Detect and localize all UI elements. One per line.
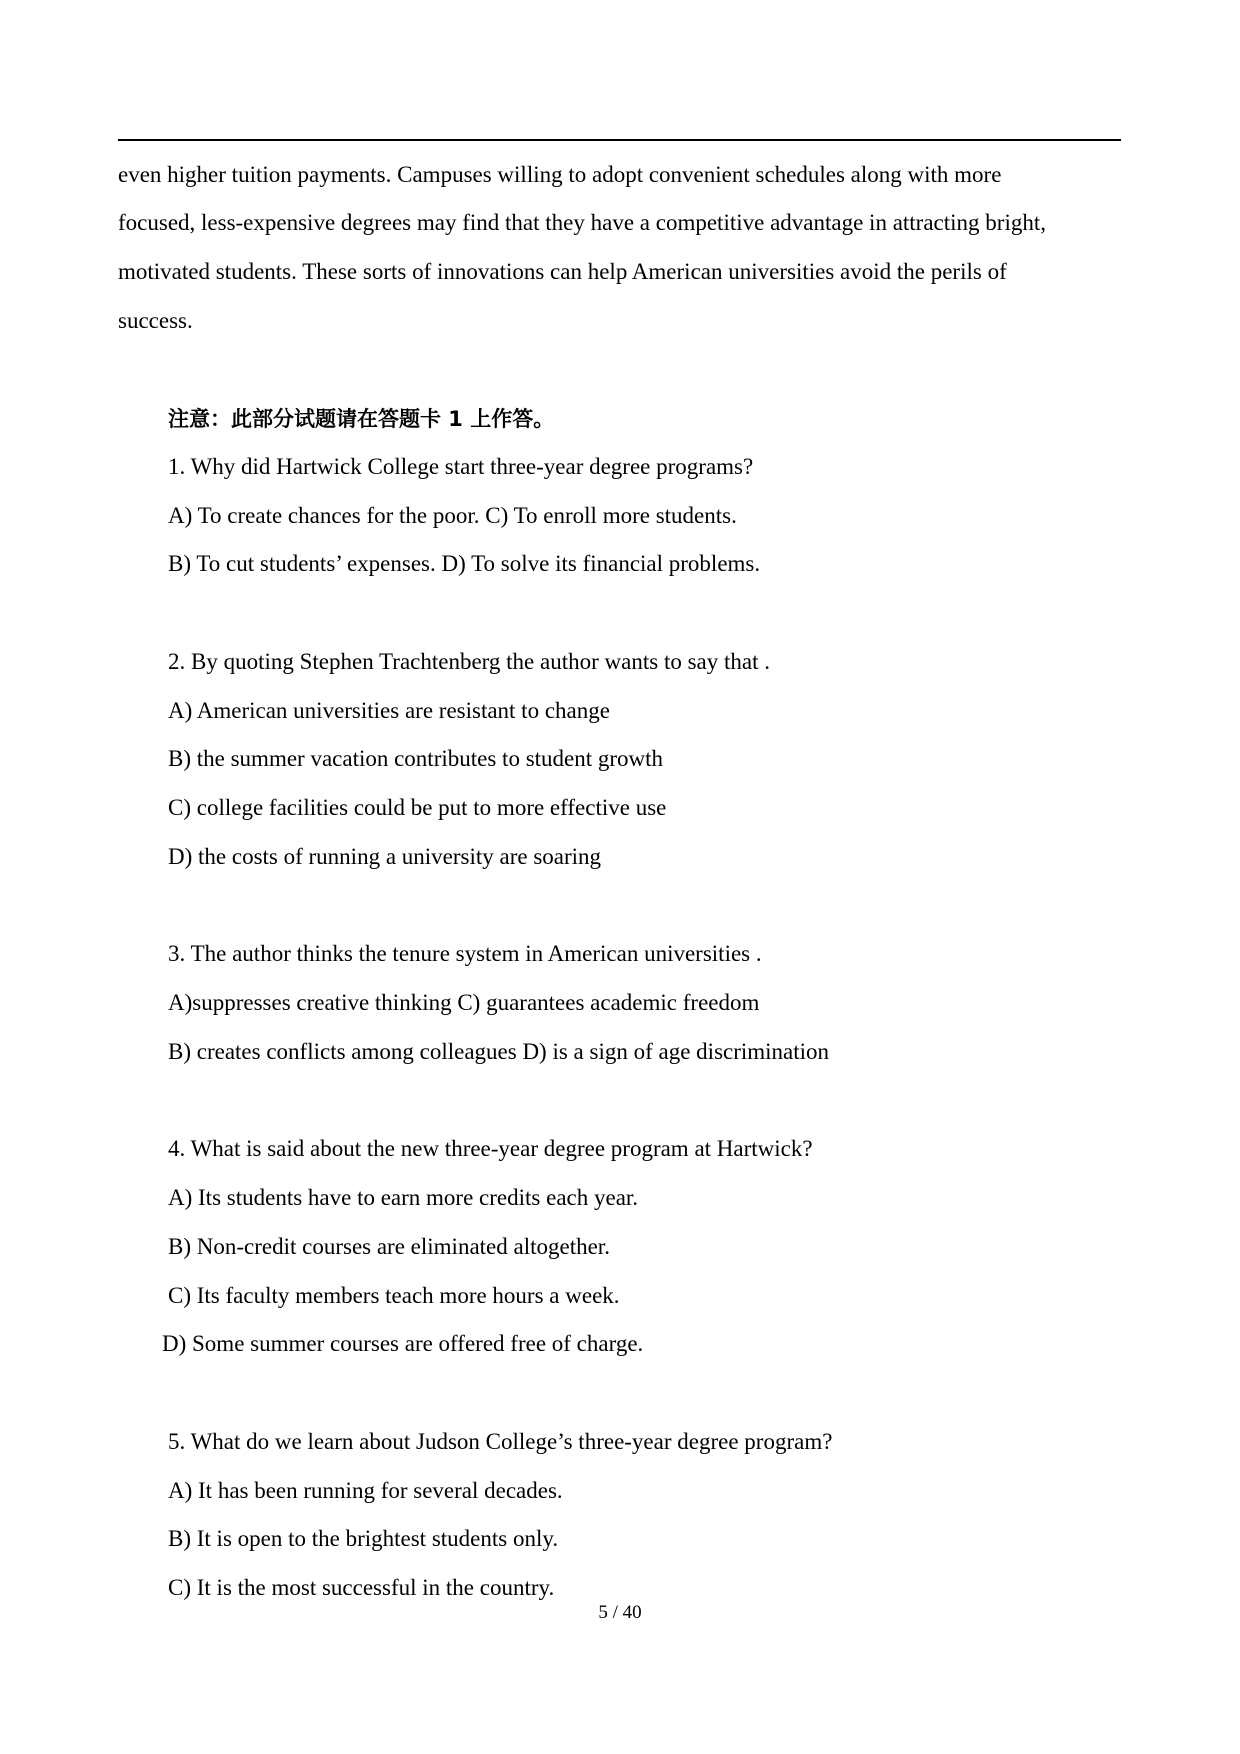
question-stem: 5. What do we learn about Judson College’s three-year degree program? bbox=[168, 1429, 833, 1454]
question-option: B) To cut students’ expenses. D) To solve its financial problems. bbox=[168, 551, 761, 576]
question-option: D) the costs of running a university are soaring bbox=[168, 844, 602, 869]
header-rule bbox=[118, 139, 1121, 141]
passage-line: focused, less-expensive degrees may find that they have a competitive advantage in attracting bright, bbox=[118, 210, 1046, 235]
question-option: C) It is the most successful in the country. bbox=[168, 1575, 555, 1600]
question-option: B) creates conflicts among colleagues D) is a sign of age discrimination bbox=[168, 1039, 830, 1064]
question-option: B) Non-credit courses are eliminated altogether. bbox=[168, 1234, 610, 1259]
question-option: A)suppresses creative thinking C) guarantees academic freedom bbox=[168, 990, 760, 1015]
question-option: A) To create chances for the poor. C) To enroll more students. bbox=[168, 503, 737, 528]
question-option: A) It has been running for several decades. bbox=[168, 1478, 563, 1503]
question-stem: 1. Why did Hartwick College start three-year degree programs? bbox=[168, 454, 754, 479]
question-option: C) college facilities could be put to more effective use bbox=[168, 795, 667, 820]
question-option: A) American universities are resistant to change bbox=[168, 698, 610, 723]
passage-line: success. bbox=[118, 308, 193, 333]
passage-line: even higher tuition payments. Campuses willing to adopt convenient schedules along with more bbox=[118, 162, 1002, 187]
passage-line: motivated students. These sorts of innovations can help American universities avoid the perils of bbox=[118, 259, 1007, 284]
page-number: 5 / 40 bbox=[598, 1602, 642, 1623]
question-option: A) Its students have to earn more credits each year. bbox=[168, 1185, 639, 1210]
question-option: C) Its faculty members teach more hours a week. bbox=[168, 1283, 620, 1308]
question-option: B) the summer vacation contributes to student growth bbox=[168, 746, 664, 771]
question-option: D) Some summer courses are offered free of charge. bbox=[162, 1331, 644, 1356]
question-stem: 2. By quoting Stephen Trachtenberg the author wants to say that . bbox=[168, 649, 770, 674]
question-option: B) It is open to the brightest students only. bbox=[168, 1526, 559, 1551]
question-stem: 3. The author thinks the tenure system in American universities . bbox=[168, 941, 762, 966]
answer-notice: 注意：此部分试题请在答题卡 1 上作答。 bbox=[168, 407, 555, 431]
question-stem: 4. What is said about the new three-year degree program at Hartwick? bbox=[168, 1136, 813, 1161]
